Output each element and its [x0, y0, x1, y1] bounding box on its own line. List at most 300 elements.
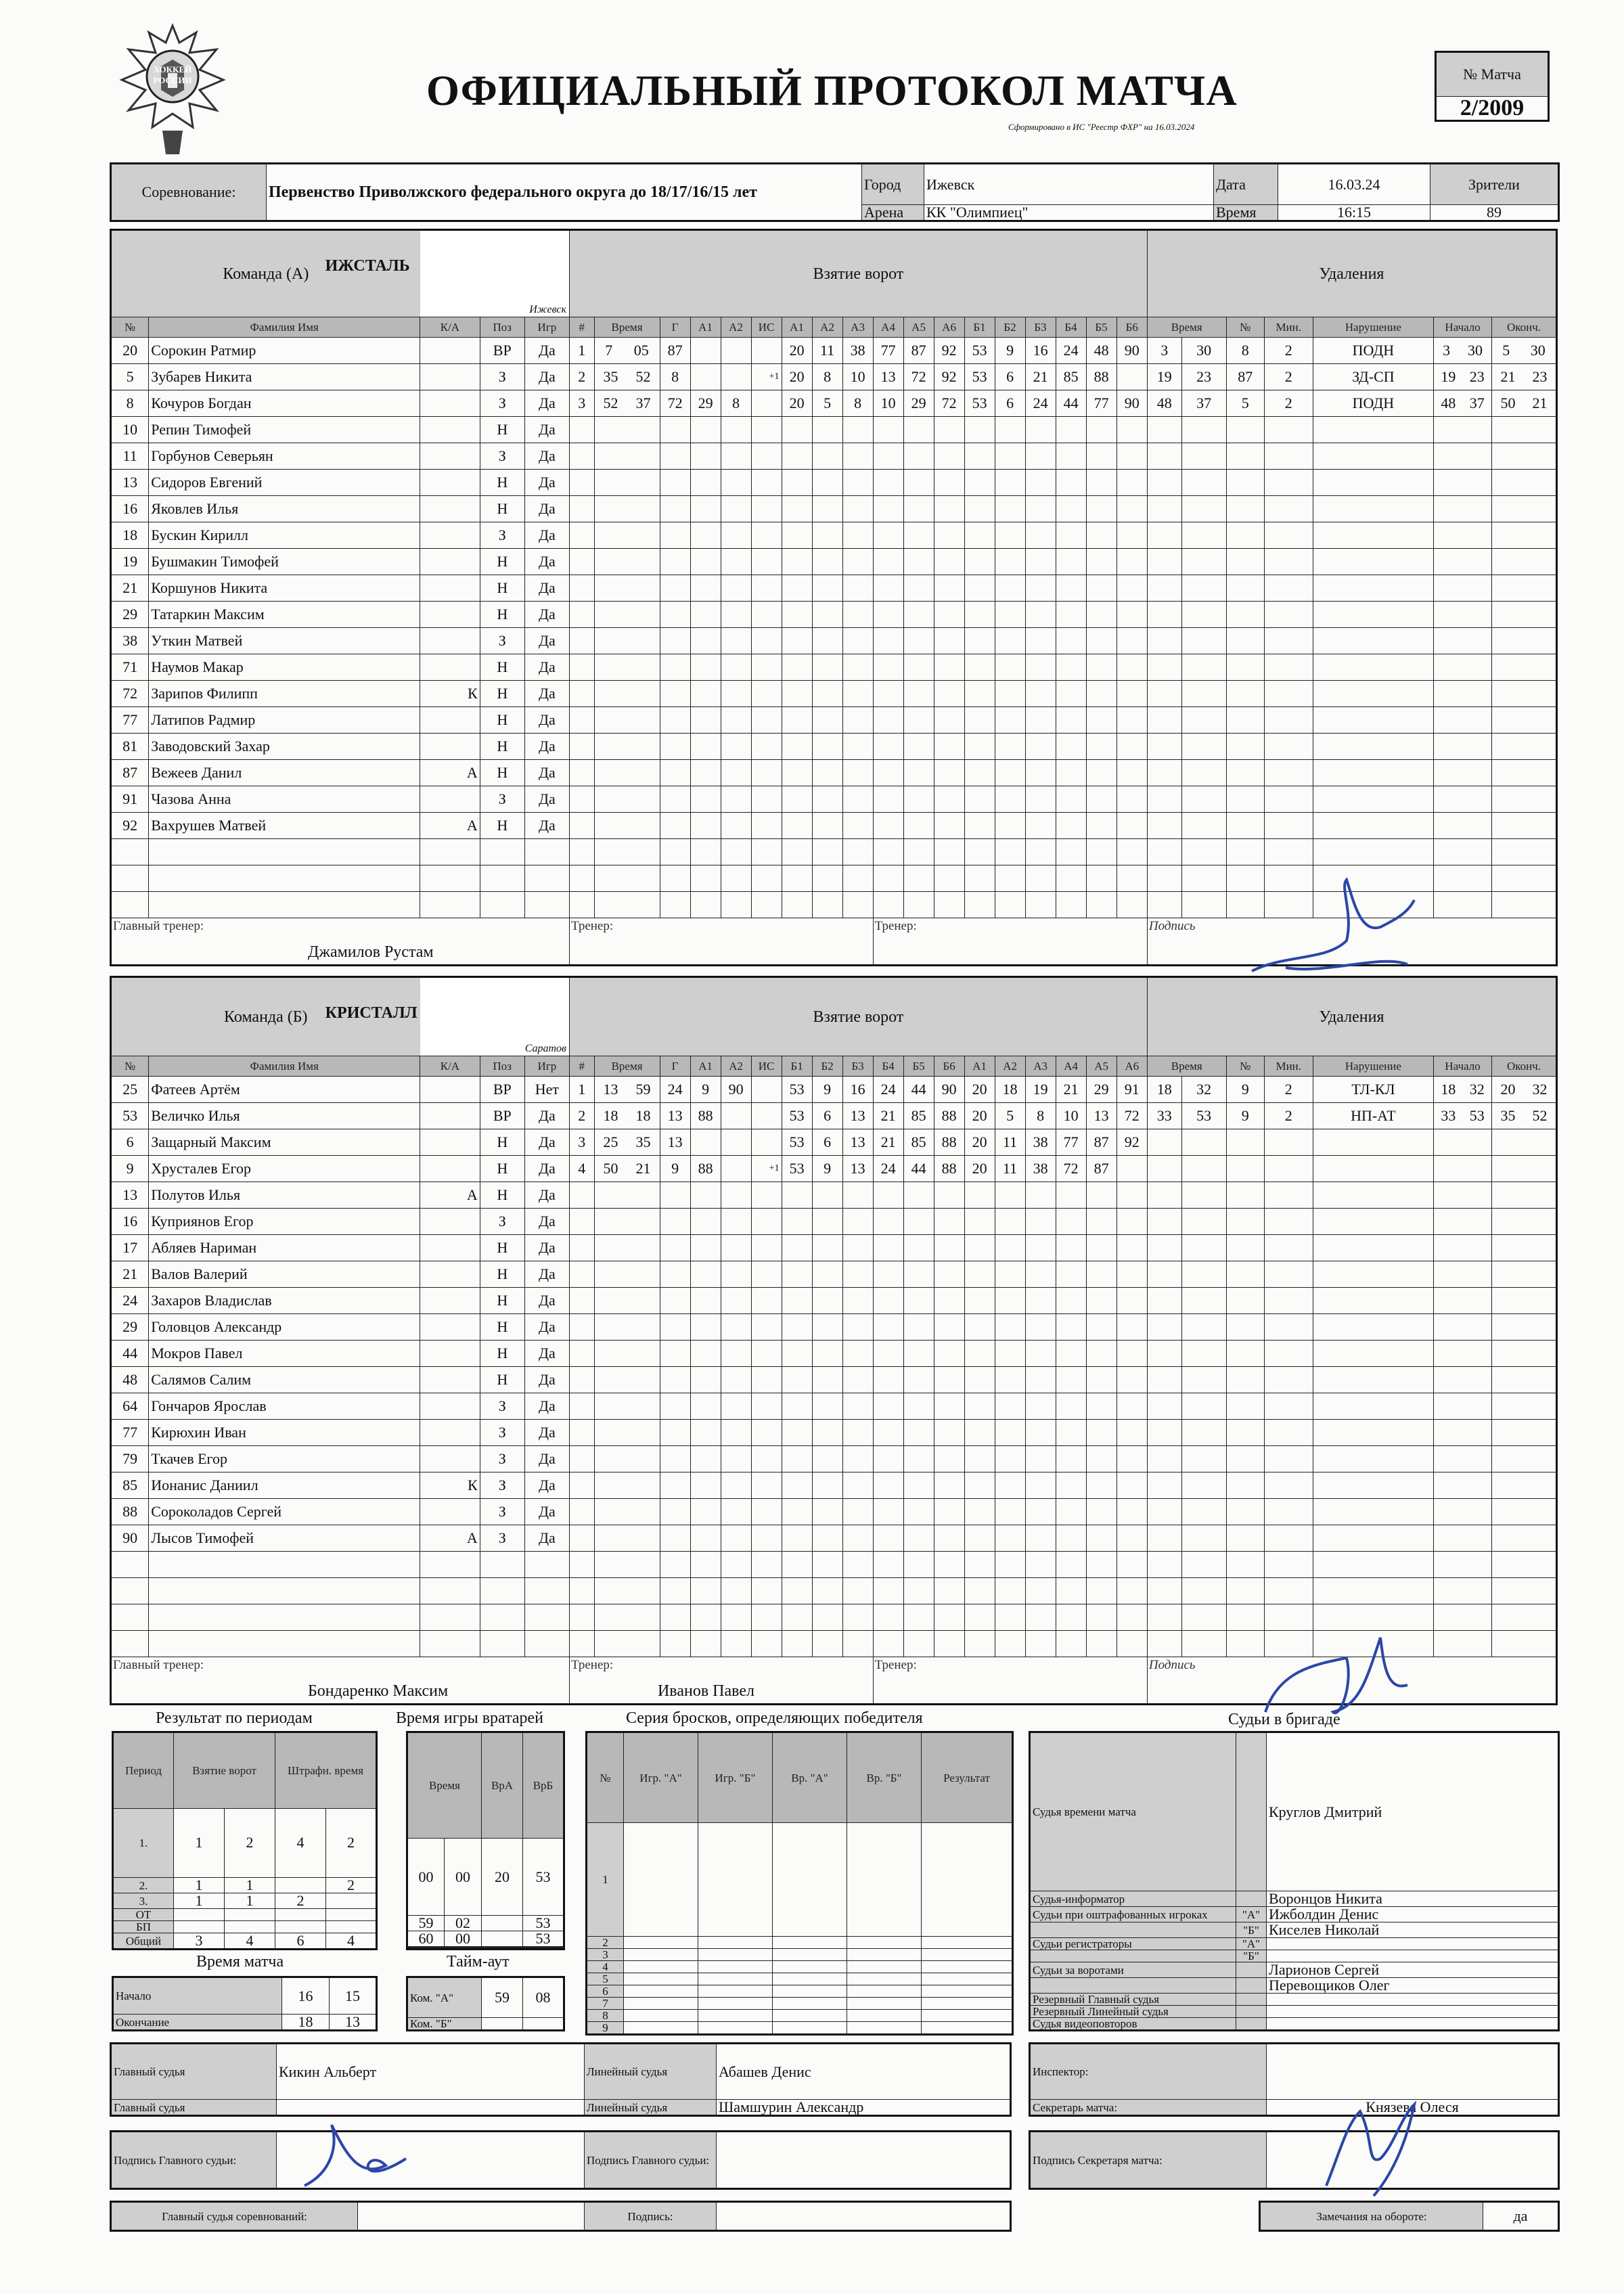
- team_b-player-3: З: [480, 1499, 524, 1525]
- team_b-goal-cell: [751, 1103, 782, 1129]
- team_a-col-goal-17: Б6: [1116, 317, 1147, 338]
- team_b-player-4: Да: [524, 1103, 569, 1129]
- team_b-goal-cell: 13: [842, 1103, 873, 1129]
- official-name: Воронцов Никита: [1267, 1891, 1559, 1907]
- team_a-goal-cell: 77: [873, 338, 903, 364]
- shootout-no: 9: [587, 2022, 624, 2035]
- team_b-coach1: Иванов Павел: [657, 1682, 754, 1700]
- team_a-goal-cell: 92: [934, 364, 964, 390]
- time-label: Время: [1214, 205, 1278, 221]
- table-row: [111, 1393, 1557, 1420]
- team_a-player-2: [420, 707, 480, 734]
- team_a-goal-cell: 20: [782, 364, 812, 390]
- team_a-player-3: Н: [480, 654, 524, 681]
- team_b-player-2: [420, 1209, 480, 1235]
- team_a-goal-cell: 85: [1056, 364, 1086, 390]
- team_a-goal-min: 35: [603, 368, 618, 385]
- team_b-player-2: [420, 1446, 480, 1472]
- goalies-title: Время игры вратарей: [396, 1709, 543, 1727]
- team_a-goal-cell: [1116, 364, 1147, 390]
- results-cell: БП: [113, 1921, 174, 1933]
- table-row: [111, 628, 1557, 654]
- table-row: [111, 1103, 1557, 1129]
- team_b-player-0: 85: [111, 1472, 149, 1499]
- team_a-player-2: [420, 390, 480, 417]
- match-time-title: Время матча: [196, 1953, 284, 1971]
- team_a-goal-cell: 21: [1025, 364, 1056, 390]
- team_b-player-0: 88: [111, 1499, 149, 1525]
- team_b-goal-no: 3: [569, 1129, 594, 1156]
- team_b-goal-cell: 9: [812, 1077, 842, 1103]
- team_b-signature-label: Подпись: [1148, 1658, 1196, 1672]
- team_b-goal-cell: 13: [842, 1129, 873, 1156]
- team_b-col-goal-6: Б1: [782, 1056, 812, 1077]
- team_a-goal-cell: 77: [1086, 390, 1116, 417]
- results-cell: 4: [326, 1933, 377, 1950]
- table-row: [111, 575, 1557, 602]
- team_a-col-roster-1: Фамилия Имя: [149, 317, 420, 338]
- remarks-label: Замечания на обороте:: [1260, 2202, 1483, 2231]
- team_b-goal-cell: 38: [1025, 1156, 1056, 1182]
- team_a-goal-cell: 24: [1025, 390, 1056, 417]
- team_b-pen-cell: 18: [1147, 1077, 1181, 1103]
- team_b-player-3: ВР: [480, 1077, 524, 1103]
- team_b-goal-cell: 8: [1025, 1103, 1056, 1129]
- team_b-goal-cell: 90: [721, 1077, 751, 1103]
- results-cell: [174, 1909, 225, 1921]
- team_b-pen-start-s: 53: [1469, 1107, 1485, 1124]
- table-row: [111, 1525, 1557, 1552]
- results-cell: 2: [326, 1878, 377, 1893]
- signature-team-a: [1245, 873, 1421, 981]
- team_b-player-4: Да: [524, 1420, 569, 1446]
- team_b-goal-cell: 10: [1056, 1103, 1086, 1129]
- match-end-label: Окончание: [113, 2015, 282, 2031]
- team_b-col-roster-3: Поз: [480, 1056, 524, 1077]
- official-role: Резервный Линейный судья: [1030, 2006, 1236, 2018]
- team_a-goal-cell: 48: [1086, 338, 1116, 364]
- team_a-goal-cell: 8: [721, 390, 751, 417]
- team_a-col-pen-3: Нарушение: [1313, 317, 1434, 338]
- team_b-col-goal-8: Б3: [842, 1056, 873, 1077]
- official-side: "А": [1236, 1938, 1267, 1950]
- team_a-player-4: Да: [524, 707, 569, 734]
- team_b-goal-cell: 18: [995, 1077, 1025, 1103]
- team_a-player-0: 87: [111, 760, 149, 786]
- team_b-goal-cell: 53: [782, 1129, 812, 1156]
- team_b-goal-min: 50: [603, 1160, 618, 1177]
- team_a-goal-sec: 37: [635, 395, 651, 411]
- team_a-player-1: Уткин Матвей: [149, 628, 420, 654]
- team_b-player-4: Да: [524, 1472, 569, 1499]
- team_a-player-3: Н: [480, 707, 524, 734]
- team_b-player-1: Полутов Илья: [149, 1182, 420, 1209]
- page-title: ОФИЦИАЛЬНЫЙ ПРОТОКОЛ МАТЧА: [426, 67, 1238, 114]
- team_b-goal-cell: 72: [1116, 1103, 1147, 1129]
- team_a-pen-start-m: 48: [1441, 395, 1456, 411]
- team_b-player-3: З: [480, 1393, 524, 1420]
- team_b-player-3: Н: [480, 1235, 524, 1261]
- results-cell: [326, 1921, 377, 1933]
- team_a-player-1: Латипов Радмир: [149, 707, 420, 734]
- team_a-goal-cell: 6: [995, 364, 1025, 390]
- team_a-col-pen-4: Начало: [1434, 317, 1492, 338]
- match-start-m: 15: [330, 1977, 377, 2015]
- team_a-goal-no: 2: [569, 364, 594, 390]
- team_a-player-4: Да: [524, 390, 569, 417]
- goalies-table: [406, 1731, 565, 1950]
- official-name: [1267, 1994, 1559, 2006]
- sig-main2-field: [717, 2132, 1011, 2189]
- arena-value: КК "Олимпиец": [924, 205, 1214, 221]
- results-cell: 1: [174, 1808, 225, 1877]
- team_a-coach1-label: Тренер:: [570, 919, 614, 933]
- team_b-player-2: [420, 1288, 480, 1314]
- team_a-player-1: Татаркин Максим: [149, 602, 420, 628]
- table-row: [111, 1552, 1557, 1578]
- team_a-player-3: Н: [480, 813, 524, 839]
- team_b-col-goal-17: А6: [1116, 1056, 1147, 1077]
- team_b-col-roster-4: Игр: [524, 1056, 569, 1077]
- team_b-goal-cell: +1: [751, 1156, 782, 1182]
- team_b-goal-cell: [690, 1129, 721, 1156]
- table-row: [111, 1420, 1557, 1446]
- team_b-goal-cell: 88: [934, 1103, 964, 1129]
- team_b-player-3: Н: [480, 1367, 524, 1393]
- team_a-player-1: Горбунов Северьян: [149, 443, 420, 470]
- team_a-player-0: 8: [111, 390, 149, 417]
- team_a-player-3: Н: [480, 417, 524, 443]
- team_a-col-goal-0: #: [569, 317, 594, 338]
- official-name: Ларионов Сергей: [1267, 1962, 1559, 1978]
- team_b-col-pen-4: Начало: [1434, 1056, 1492, 1077]
- results-cell: [225, 1909, 275, 1921]
- team_a-player-4: Да: [524, 654, 569, 681]
- team_b-player-3: Н: [480, 1182, 524, 1209]
- team_a-col-goal-7: А2: [812, 317, 842, 338]
- team_a-player-2: [420, 470, 480, 496]
- goalie-cell: 59: [407, 1916, 445, 1931]
- team_b-player-2: А: [420, 1182, 480, 1209]
- table-row: [111, 443, 1557, 470]
- results-cell: 2.: [113, 1878, 174, 1893]
- team_a-pen-cell: 87: [1226, 364, 1264, 390]
- table-row: [111, 786, 1557, 813]
- secretary-signature: [1029, 2130, 1560, 2190]
- team_a-pen-cell: 19: [1147, 364, 1181, 390]
- team_b-player-4: Да: [524, 1499, 569, 1525]
- team_a-goal-cell: +1: [751, 364, 782, 390]
- team_a-pen-cell: 5: [1226, 390, 1264, 417]
- team_b-player-1: Защарный Максим: [149, 1129, 420, 1156]
- team_a-pen-cell: 37: [1181, 390, 1226, 417]
- timeout-a-label: Ком. "А": [407, 1977, 482, 2018]
- team_a-goal-cell: 8: [842, 390, 873, 417]
- team_a-signature-label: Подпись: [1148, 919, 1196, 933]
- table-row: [111, 1182, 1557, 1209]
- match-number-label: № Матча: [1436, 52, 1549, 97]
- team_b-player-1: Мокров Павел: [149, 1341, 420, 1367]
- team_b-goal-cell: 88: [934, 1129, 964, 1156]
- table-row: [111, 390, 1557, 417]
- officials-table: [1029, 1731, 1560, 2031]
- officials-title: Судьи в бригаде: [1228, 1711, 1340, 1728]
- team_b-goal-cell: 16: [842, 1077, 873, 1103]
- timeout-title: Тайм-аут: [447, 1953, 510, 1971]
- team_a-goal-no: 1: [569, 338, 594, 364]
- team_b-player-2: [420, 1499, 480, 1525]
- team_b-col-goal-3: А1: [690, 1056, 721, 1077]
- team_a-goal-cell: 8: [660, 364, 690, 390]
- team_b-player-0: 17: [111, 1235, 149, 1261]
- table-row: [111, 470, 1557, 496]
- results-cell: 1: [174, 1878, 225, 1893]
- team_b-pen-cell: 53: [1181, 1103, 1226, 1129]
- official-side: "А": [1236, 1907, 1267, 1922]
- team_a-player-4: Да: [524, 470, 569, 496]
- team_b-player-0: 16: [111, 1209, 149, 1235]
- team_a-goal-cell: 53: [964, 338, 995, 364]
- team_a-col-goal-15: Б4: [1056, 317, 1086, 338]
- shootout-no: 7: [587, 1998, 624, 2010]
- team_b-player-2: [420, 1103, 480, 1129]
- official-name: [1267, 2006, 1559, 2018]
- team_a-goal-cell: 10: [873, 390, 903, 417]
- results-title: Результат по периодам: [156, 1709, 313, 1727]
- team_a-city: Ижевск: [529, 304, 566, 315]
- team_b-player-0: 90: [111, 1525, 149, 1552]
- team_b-player-4: Да: [524, 1209, 569, 1235]
- team_a-player-0: 5: [111, 364, 149, 390]
- team_a-player-2: [420, 734, 480, 760]
- team_a-player-3: Н: [480, 549, 524, 575]
- team_a-player-4: Да: [524, 338, 569, 364]
- team_a-pen-cell: ПОДН: [1313, 338, 1434, 364]
- table-row: [111, 496, 1557, 522]
- team_b-goal-cell: 38: [1025, 1129, 1056, 1156]
- team_a-pen-start-m: 19: [1441, 368, 1456, 385]
- team_a-player-4: Да: [524, 786, 569, 813]
- team_a-goal-cell: 9: [995, 338, 1025, 364]
- team_a-goal-cell: [751, 390, 782, 417]
- team_b-player-3: Н: [480, 1129, 524, 1156]
- team_b-player-0: 21: [111, 1261, 149, 1288]
- team_b-player-0: 79: [111, 1446, 149, 1472]
- results-cell: 6: [275, 1933, 326, 1950]
- official-role: Резервный Главный судья: [1030, 1994, 1236, 2006]
- team_b-player-4: Да: [524, 1367, 569, 1393]
- official-name: [1267, 1938, 1559, 1950]
- team_b-col-pen-0: Время: [1147, 1056, 1226, 1077]
- goalie-cell: 53: [523, 1916, 564, 1931]
- goalie-cell: 20: [482, 1839, 523, 1916]
- team_a-player-1: Наумов Макар: [149, 654, 420, 681]
- team_a-pen-end-s: 21: [1532, 395, 1548, 411]
- team_a-player-4: Да: [524, 602, 569, 628]
- official-role: Судья-информатор: [1030, 1891, 1236, 1907]
- team_b-col-goal-11: Б6: [934, 1056, 964, 1077]
- team_b-col-goal-0: #: [569, 1056, 594, 1077]
- team_a-player-1: Сидоров Евгений: [149, 470, 420, 496]
- team_a-coach2-label: Тренер:: [874, 919, 917, 933]
- team_b-pen-cell: 9: [1226, 1103, 1264, 1129]
- team_b-goal-cell: [751, 1077, 782, 1103]
- team_b-player-2: [420, 1261, 480, 1288]
- team_a-goal-cell: 92: [934, 338, 964, 364]
- team_a-col-goal-14: Б3: [1025, 317, 1056, 338]
- team_a-player-2: А: [420, 813, 480, 839]
- team_b-goal-cell: 21: [873, 1103, 903, 1129]
- team_b-goal-cell: 9: [660, 1156, 690, 1182]
- team_b-player-0: 24: [111, 1288, 149, 1314]
- team_a-player-4: Да: [524, 443, 569, 470]
- team_a-col-pen-5: Оконч.: [1492, 317, 1557, 338]
- col-so-no: №: [587, 1732, 624, 1823]
- signature-team-b: [1252, 1624, 1414, 1726]
- team_a-player-1: Яковлев Илья: [149, 496, 420, 522]
- team_a-col-pen-0: Время: [1147, 317, 1226, 338]
- team_b-goal-min: 18: [603, 1107, 618, 1124]
- team_a-pen-start-s: 37: [1469, 395, 1485, 411]
- team_a-goal-cell: 72: [660, 390, 690, 417]
- team_b-goal-cell: [721, 1129, 751, 1156]
- team_a-goal-cell: 53: [964, 390, 995, 417]
- team_a-goal-cell: [721, 338, 751, 364]
- team_b-player-1: Фатеев Артём: [149, 1077, 420, 1103]
- team_a-player-3: Н: [480, 496, 524, 522]
- team_b-player-1: Валов Валерий: [149, 1261, 420, 1288]
- team_a-goal-min: 52: [603, 395, 618, 411]
- team_a-goal-no: 3: [569, 390, 594, 417]
- team_a-player-0: 11: [111, 443, 149, 470]
- results-cell: 2: [326, 1808, 377, 1877]
- team_b-goal-cell: 53: [782, 1156, 812, 1182]
- official-side: [1236, 1732, 1267, 1891]
- official-role: Судьи при оштрафованных игроках: [1030, 1907, 1236, 1922]
- col-period: Период: [113, 1732, 174, 1809]
- team_a-goal-cell: [690, 338, 721, 364]
- match-start-label: Начало: [113, 1977, 282, 2015]
- team_b-player-0: 25: [111, 1077, 149, 1103]
- team_a-goal-cell: 13: [873, 364, 903, 390]
- team_b-player-3: Н: [480, 1288, 524, 1314]
- team_a-player-3: З: [480, 628, 524, 654]
- spectators-label: Зрители: [1430, 164, 1559, 205]
- team_a-player-1: Зубарев Никита: [149, 364, 420, 390]
- team_a-pen-cell: ПОДН: [1313, 390, 1434, 417]
- team_a-penalties-title: Удаления: [1147, 230, 1556, 317]
- team_b-col-goal-9: Б4: [873, 1056, 903, 1077]
- team_a-player-0: 13: [111, 470, 149, 496]
- team_a-goal-cell: 6: [995, 390, 1025, 417]
- team_a-col-roster-4: Игр: [524, 317, 569, 338]
- results-cell: [326, 1909, 377, 1921]
- team_b-player-1: Захаров Владислав: [149, 1288, 420, 1314]
- shootout-no: 3: [587, 1949, 624, 1961]
- team_b-goal-cell: 88: [690, 1103, 721, 1129]
- col-goals: Взятие ворот: [174, 1732, 275, 1809]
- team_b-goal-no: 1: [569, 1077, 594, 1103]
- team_b-city: Саратов: [524, 1043, 566, 1054]
- team_a-player-2: [420, 522, 480, 549]
- date-value: 16.03.24: [1278, 164, 1430, 205]
- main-ref-label-2: Главный судья: [111, 2100, 277, 2116]
- team_a-player-0: 72: [111, 681, 149, 707]
- goalie-cell: 02: [445, 1916, 482, 1931]
- team_b-pen-end-s: 32: [1532, 1081, 1548, 1098]
- team_a-col-pen-2: Мин.: [1264, 317, 1313, 338]
- team_a-goal-cell: 38: [842, 338, 873, 364]
- team_b-player-2: [420, 1077, 480, 1103]
- team_b-goal-cell: 6: [812, 1129, 842, 1156]
- team_a-player-2: А: [420, 760, 480, 786]
- team_b-goal-sec: 59: [635, 1081, 651, 1098]
- goalie-cell: 60: [407, 1931, 445, 1947]
- team_a-col-goal-2: Г: [660, 317, 690, 338]
- official-name: [1267, 2018, 1559, 2031]
- timeout-table: [406, 1976, 565, 2031]
- team_b-player-3: Н: [480, 1341, 524, 1367]
- team_a-goal-cell: 72: [903, 364, 934, 390]
- team_b-pen-end-m: 20: [1500, 1081, 1516, 1098]
- team_b-player-2: [420, 1393, 480, 1420]
- team_b-player-1: Хрусталев Егор: [149, 1156, 420, 1182]
- official-role: [1030, 1950, 1236, 1962]
- results-cell: [275, 1878, 326, 1893]
- team_a-pen-cell: ЗД-СП: [1313, 364, 1434, 390]
- remarks-row: [1259, 2201, 1560, 2232]
- team_b-player-2: А: [420, 1525, 480, 1552]
- shootout-no: 4: [587, 1961, 624, 1973]
- team_a-player-0: 20: [111, 338, 149, 364]
- table-row: [111, 681, 1557, 707]
- official-name: [1267, 1950, 1559, 1962]
- team_a-goal-cell: 8: [812, 364, 842, 390]
- col-so-gb: Вр. "Б": [847, 1732, 922, 1823]
- table-row: [111, 338, 1557, 364]
- team-a-table: [110, 229, 1558, 966]
- table-row: [111, 522, 1557, 549]
- official-role: Судьи регистраторы: [1030, 1938, 1236, 1950]
- arena-label: Арена: [862, 205, 924, 221]
- table-row: [111, 549, 1557, 575]
- table-row: [111, 654, 1557, 681]
- team_b-player-2: [420, 1129, 480, 1156]
- team_b-player-4: Да: [524, 1446, 569, 1472]
- timeout-a-s: 08: [523, 1977, 564, 2018]
- team_a-goal-cell: 20: [782, 338, 812, 364]
- team_b-pen-end-s: 52: [1532, 1107, 1548, 1124]
- team_a-player-1: Бушмакин Тимофей: [149, 549, 420, 575]
- team_b-pen-cell: 2: [1264, 1077, 1313, 1103]
- team_a-pen-cell: 2: [1264, 390, 1313, 417]
- shootout-no: 8: [587, 2010, 624, 2022]
- team_a-player-4: Да: [524, 522, 569, 549]
- team_b-player-3: З: [480, 1446, 524, 1472]
- team_b-goal-cell: 6: [812, 1103, 842, 1129]
- logo-emblem: [115, 12, 230, 161]
- team_a-col-roster-0: №: [111, 317, 149, 338]
- team_b-goal-cell: 11: [995, 1156, 1025, 1182]
- team_b-head-coach: Бондаренко Максим: [308, 1682, 449, 1700]
- line-ref-label-2: Линейный судья: [585, 2100, 717, 2116]
- team_b-goal-cell: 20: [964, 1103, 995, 1129]
- match-end-m: 13: [330, 2015, 377, 2031]
- official-name: Круглов Дмитрий: [1267, 1732, 1559, 1891]
- team_a-goal-cell: 29: [903, 390, 934, 417]
- team_a-player-2: [420, 417, 480, 443]
- team-a-section: [110, 229, 1558, 966]
